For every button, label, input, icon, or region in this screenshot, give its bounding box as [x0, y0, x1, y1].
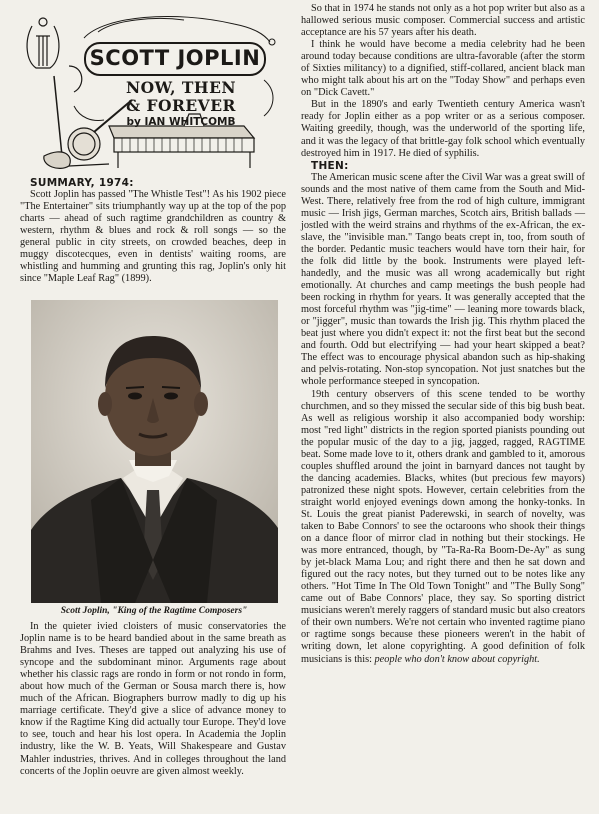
media-celebrity-paragraph: I think he would have become a media celebrity had he been around today because conditions are ultra-favorable (after the storm of Sixties militancy) to a dignified, stiff-collared, ancient black man who might talk about his art on the "Today Show" and perhaps even on "Dick Cavett." [301, 39, 585, 99]
article-subtitle-line2: & FOREVER [126, 96, 236, 115]
left-column-top [20, 177, 286, 285]
underworld-paragraph: But in the 1890's and early Twentieth century America wasn't ready for Joplin either as a pop writer or as a serious composer. Waiting greedily, though, was the underworld of the sporting life, and it was the legacy of that brittle-gay folk school which eventually destroyed him in 1917. He died of syphilis. [301, 99, 585, 159]
copyright-definition: people who don't know about copyright. [374, 653, 540, 665]
left-column-bottom [20, 621, 286, 778]
masthead [14, 6, 290, 174]
article-subtitle-line1: NOW, THEN [125, 78, 237, 97]
then-heading: THEN: [311, 159, 349, 172]
summary-heading: SUMMARY, 1974: [30, 177, 134, 189]
summary-paragraph: Scott Joplin has passed "The Whistle Test"! As his 1902 piece "The Entertainer" sits triumphantly way up at the top of the pop charts — ahead of such ragtime grandchildren as country & western, rhythm & blues and rock & roll songs — so the general public in city streets, on crowded beaches, deep in muggy discotecques, even in dentists' waiting rooms, are whistling and humming and grunting this rag, Joplin's only hit since "Maple Leaf Rag" (1899). [20, 189, 286, 285]
commercial-success-paragraph: So that in 1974 he stands not only as a hot pop writer but also as a hallowed serious music composer. Commercial success and artistic acceptance are his 57 years after his death. [301, 3, 585, 39]
church-observers-paragraph [301, 389, 585, 666]
music-scene-paragraph: The American music scene after the Civil War was a great swill of sounds and the most native of them came from the South and Mid-West. There, relatively free from the rod of high culture, immigrant music — Irish jigs, German marches, Scotch airs, British ballads — jostled with the weird strains and rhythms of the ex-African, the ex-slave, the "invisible man." Tango beats crept in, too, from south of the border. Pedantic music teachers would have torn their hair, for the folk did little by the book. Instruments were played left-handedly, and the music was all wrong academically but right emotionally. At churches and camp meetings the bush people had been rocking in rhythm for years. It was generally accepted that the most forceful rhythm was "jig-time" — leaning more towards black, or "jigger", music than towards the Irish jig. This rhythm placed the beat just where you didn't expect it: not the first beat but the second and fourth. Odd but electrifying — had your heart skipped a beat? The effect was to encourage physical abandon such as hip-shaking and pelvis-rotating. Non-stop syncopation. Not just snatches but the whole performance steeped in syncopation. [301, 171, 585, 388]
author-byline: by IAN WHITCOMB [126, 116, 236, 128]
conservatories-paragraph: In the quieter ivied cloisters of music conservatories the Joplin name is to be heard bandied about in the same breath as Brahms and Ives. Theses are tapped out analyzing his use of syncope and the subdominant minor. Arguments rage about whether his classic rags are rondo in form or not rondo in form, about how much of the German or Sousa march there is, how much of the African. Biographers burrow madly to dig up his marriage certificate. They'd give a slice of advance money to know if the Ragtime King did actually tour Europe. They'd love to see, touch and hear his lost opera. In Academia the Joplin industry, like the W. B. Yeats, Will Shakespeare and Gustav Mahler industries, thrives. And in colleges throughout the land concerts of the Joplin oeuvre are given almost weekly. [20, 621, 286, 777]
portrait-photo [31, 300, 278, 603]
portrait-illustration [31, 300, 278, 603]
right-column [301, 3, 585, 666]
article-title: SCOTT JOPLIN [84, 42, 266, 76]
photo-caption: Scott Joplin, "King of the Ragtime Composers" [60, 606, 248, 616]
church-observers-text: 19th century observers of this scene tended to be worthy churchmen, and so they missed the secular side of this big bush beat. As well as religious worship it also accompanied body worship: most "red light" districts in the region sported pianists pounding out the popular music of the day to a jig, jagged, ragged, RAGTIME beat. Some made love to it, others drank and gambled to it, amorous couples shuffled around the joint in barnyard dances not taught by the dancing academies. Blacks, whites (but precious few mayors) patronized these night spots. However, certain celebrities from the straight world enjoyed evenings down among the honky-tonks. In St. Louis the great pianist Paderewski, in search of novelty, was taken to Babe Connors' to see the octaroons who shook their things on a dance floor of mirror clad in nothing but their stockings. He was more entranced, though, by "Ta-Ra-Ra Boom-De-Ay" as sung by jet-black Mama Lou; and right there and then he sat down and figured out the racy notes, but they turned out to be notes like any others. "Hot Time In The Old Town Tonight" and "The Bully Song" came out of Babe Connors' place, they say. So sporting district musicians weren't merely raggers of standard music but also creators of their own numbers. We're not certain who invented ragtime piano or ragtime songs because these pioneers weren't in the habit of writing down, let alone copyrighting. A good definition of folk musicians is this: [301, 388, 585, 665]
